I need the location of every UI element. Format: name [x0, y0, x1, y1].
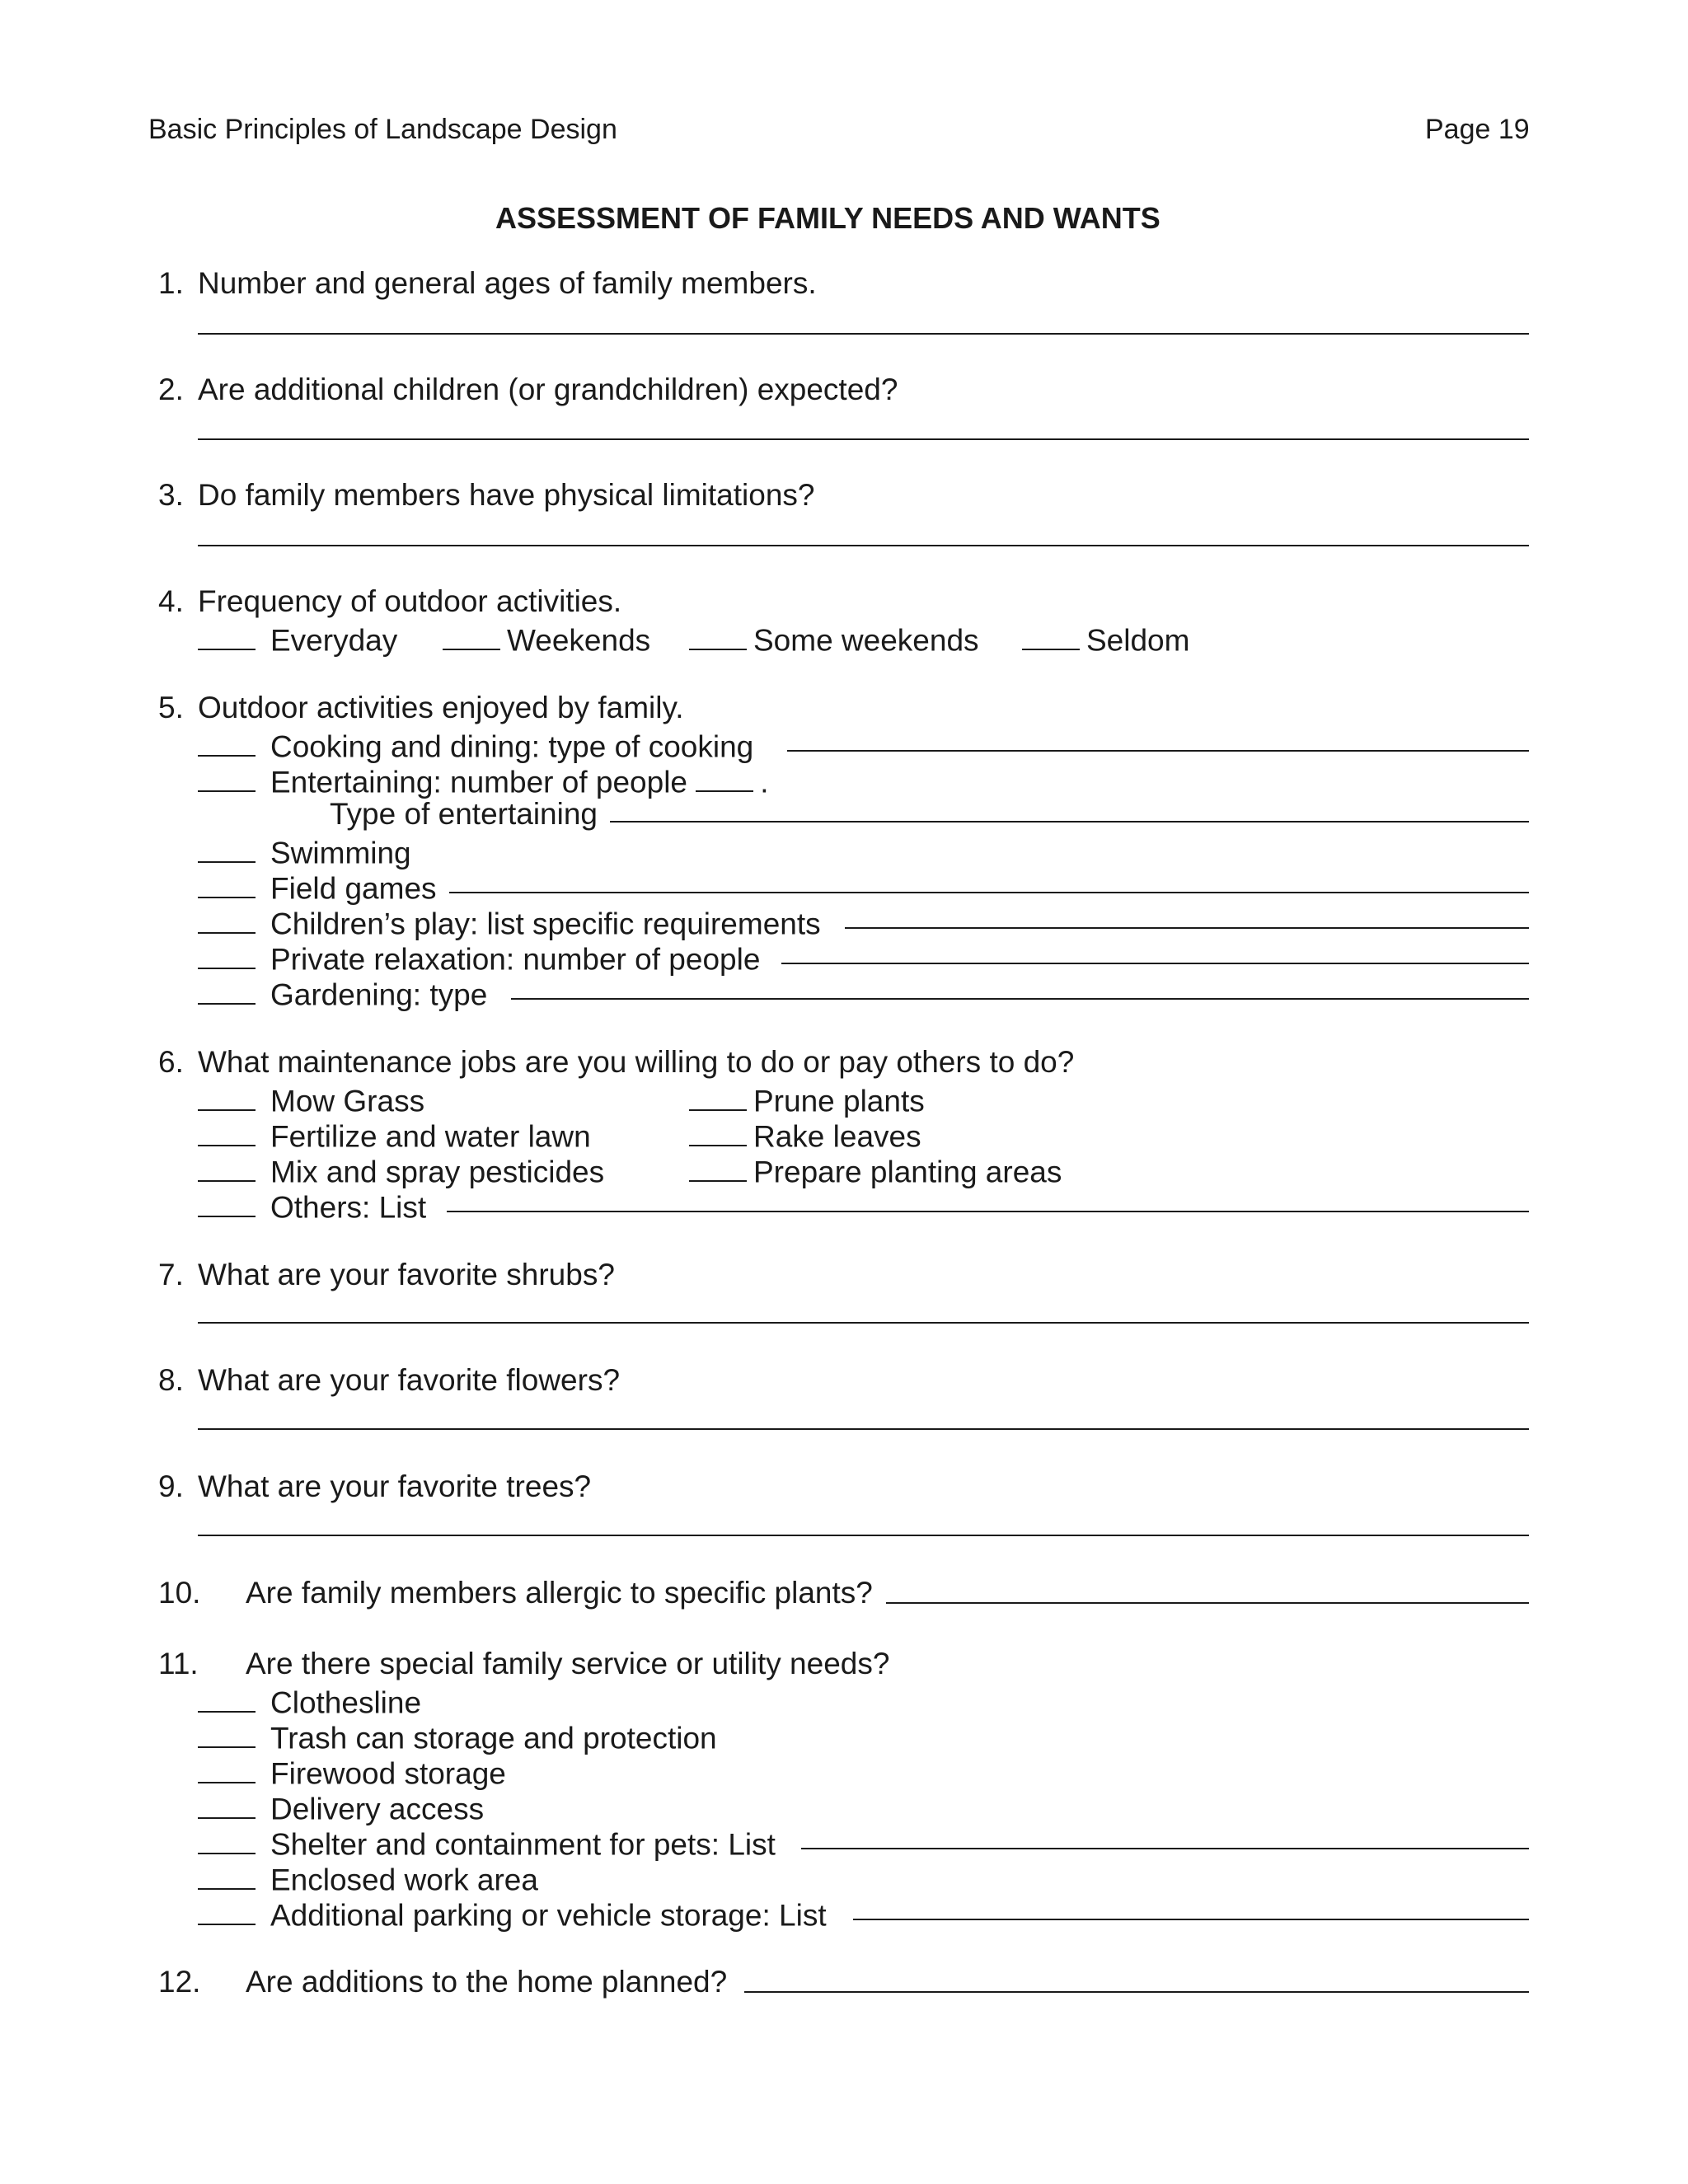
q6-others-answer-line[interactable]: [447, 1211, 1529, 1212]
q11-checkbox-firewood[interactable]: [198, 1755, 256, 1783]
q12-number: 12.: [158, 1965, 201, 1999]
q8-answer-line[interactable]: [198, 1428, 1529, 1430]
q5-gardening-answer-line[interactable]: [511, 998, 1529, 1000]
q4-text: Frequency of outdoor activities.: [198, 584, 622, 618]
q11-checkbox-work-area[interactable]: [198, 1861, 256, 1890]
q6-checkbox-prune-plants[interactable]: [689, 1082, 747, 1111]
q11-parking-answer-line[interactable]: [853, 1919, 1529, 1920]
q5-item-cooking: Cooking and dining: type of cooking: [198, 728, 753, 762]
q2-text: Are additional children (or grandchildren) expected?: [198, 373, 898, 406]
q6-option: Rake leaves: [689, 1118, 921, 1151]
q5-entertaining-count-blank[interactable]: [696, 763, 753, 792]
q5-item-childrens-play: Children’s play: list specific requirements: [198, 905, 821, 939]
q9-number: 9.: [158, 1469, 184, 1503]
q10-number: 10.: [158, 1576, 201, 1610]
q5-checkbox-relaxation[interactable]: [198, 940, 256, 969]
q11-item: Delivery access: [198, 1790, 484, 1824]
q5-type-entertaining-answer-line[interactable]: [610, 821, 1529, 823]
q3-text: Do family members have physical limitations?: [198, 478, 815, 512]
q6-option: Mow Grass: [198, 1082, 424, 1116]
q5-cooking-answer-line[interactable]: [787, 750, 1529, 752]
q1-number: 1.: [158, 266, 184, 300]
q4-checkbox-some-weekends[interactable]: [689, 621, 747, 650]
q9-text: What are your favorite trees?: [198, 1469, 592, 1503]
q12-text: Are additions to the home planned?: [246, 1965, 728, 1999]
q4-option: Some weekends: [689, 621, 979, 655]
q5-field-games-answer-line[interactable]: [449, 892, 1529, 893]
q4-checkbox-weekends[interactable]: [443, 621, 500, 650]
running-header-title: Basic Principles of Landscape Design: [148, 114, 617, 145]
q6-option: Prepare planting areas: [689, 1153, 1062, 1187]
q11-item: Additional parking or vehicle storage: List: [198, 1896, 827, 1930]
q5-item-entertaining: Entertaining: number of people .: [198, 763, 769, 797]
q4-option: Seldom: [1022, 621, 1189, 655]
q5-item-field-games: Field games: [198, 869, 437, 903]
q5-checkbox-cooking[interactable]: [198, 728, 256, 757]
q6-checkbox-pesticides[interactable]: [198, 1153, 256, 1182]
q5-checkbox-childrens-play[interactable]: [198, 905, 256, 934]
q10-answer-line[interactable]: [886, 1602, 1529, 1604]
q5-checkbox-field-games[interactable]: [198, 869, 256, 898]
q6-option-others: Others: List: [198, 1188, 426, 1222]
q11-number: 11.: [158, 1647, 199, 1680]
q6-checkbox-mow-grass[interactable]: [198, 1082, 256, 1111]
q5-text: Outdoor activities enjoyed by family.: [198, 691, 684, 724]
q10-text: Are family members allergic to specific plants?: [246, 1576, 873, 1610]
q6-option: Prune plants: [689, 1082, 925, 1116]
q12-answer-line[interactable]: [744, 1991, 1529, 1993]
q6-checkbox-prepare-planting[interactable]: [689, 1153, 747, 1182]
q11-item: Shelter and containment for pets: List: [198, 1825, 776, 1859]
q6-checkbox-rake-leaves[interactable]: [689, 1118, 747, 1146]
q11-item: Enclosed work area: [198, 1861, 538, 1895]
q4-option: Everyday: [198, 621, 397, 655]
q5-checkbox-entertaining[interactable]: [198, 763, 256, 792]
q2-number: 2.: [158, 373, 184, 406]
q11-text: Are there special family service or utility needs?: [246, 1647, 890, 1680]
q6-number: 6.: [158, 1045, 184, 1079]
q9-answer-line[interactable]: [198, 1535, 1529, 1536]
q5-checkbox-gardening[interactable]: [198, 976, 256, 1005]
q5-item-relaxation: Private relaxation: number of people: [198, 940, 760, 974]
q11-checkbox-delivery[interactable]: [198, 1790, 256, 1819]
q1-text: Number and general ages of family members.: [198, 266, 817, 300]
q6-option: Fertilize and water lawn: [198, 1118, 591, 1151]
q2-answer-line[interactable]: [198, 438, 1529, 440]
q5-item-gardening: Gardening: type: [198, 976, 487, 1010]
q6-text: What maintenance jobs are you willing to do or pay others to do?: [198, 1045, 1075, 1079]
q11-pets-answer-line[interactable]: [801, 1848, 1529, 1849]
q4-option: Weekends: [443, 621, 650, 655]
q3-answer-line[interactable]: [198, 545, 1529, 546]
q6-checkbox-fertilize[interactable]: [198, 1118, 256, 1146]
q11-checkbox-parking[interactable]: [198, 1896, 256, 1925]
q8-text: What are your favorite flowers?: [198, 1363, 621, 1397]
q8-number: 8.: [158, 1363, 184, 1397]
q3-number: 3.: [158, 478, 184, 512]
q5-number: 5.: [158, 691, 184, 724]
form-title: ASSESSMENT OF FAMILY NEEDS AND WANTS: [495, 201, 1160, 235]
q11-item: Clothesline: [198, 1684, 421, 1718]
q4-checkbox-everyday[interactable]: [198, 621, 256, 650]
q6-checkbox-others[interactable]: [198, 1188, 256, 1217]
q5-type-of-entertaining-label: Type of entertaining: [330, 797, 598, 831]
q5-item-swimming: Swimming: [198, 834, 411, 868]
page-number: Page 19: [1425, 114, 1530, 145]
q1-answer-line[interactable]: [198, 333, 1529, 335]
q5-relaxation-answer-line[interactable]: [781, 963, 1529, 964]
q7-number: 7.: [158, 1258, 184, 1291]
q7-text: What are your favorite shrubs?: [198, 1258, 615, 1291]
q4-checkbox-seldom[interactable]: [1022, 621, 1080, 650]
q11-checkbox-pets[interactable]: [198, 1825, 256, 1854]
q4-number: 4.: [158, 584, 184, 618]
q5-checkbox-swimming[interactable]: [198, 834, 256, 863]
q7-answer-line[interactable]: [198, 1322, 1529, 1324]
q11-item: Firewood storage: [198, 1755, 506, 1788]
q5-childrens-play-answer-line[interactable]: [845, 927, 1529, 929]
q11-checkbox-trash[interactable]: [198, 1719, 256, 1748]
q11-checkbox-clothesline[interactable]: [198, 1684, 256, 1713]
q11-item: Trash can storage and protection: [198, 1719, 717, 1753]
q6-option: Mix and spray pesticides: [198, 1153, 604, 1187]
